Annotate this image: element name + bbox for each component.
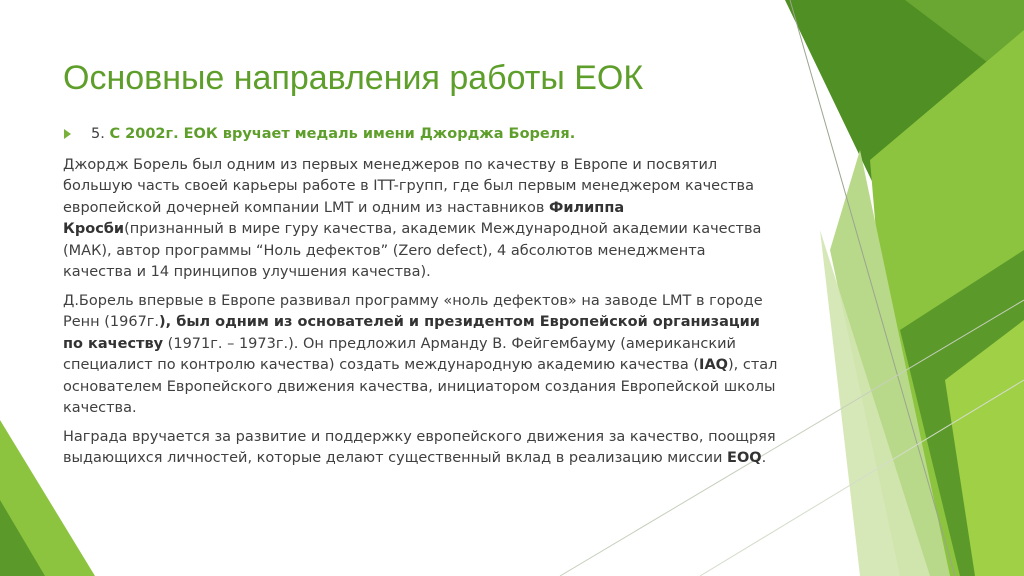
p3-text-bold: EOQ (727, 450, 762, 466)
bullet-triangle-icon (64, 129, 71, 139)
paragraph-award (63, 427, 779, 470)
p1-text-a: Джордж Борель был одним из первых менеджеров по качеству в Европе и посвятил большую часть своей карьеры работе в ITT-групп, где был первым менеджером качества европейской дочерней компании LMT и одним из наставников (63, 156, 754, 216)
p3-text-c: . (761, 450, 767, 466)
bullet-number: 5. (91, 126, 105, 142)
p2-text-c: (1971г. – 1973г.). Он предложил Арманду В. Фейгембауму (американский специалист по контролю качества) создать международную академию качества ( (63, 335, 736, 373)
p1-text-bold: Филиппа Кросби (63, 199, 625, 237)
slide-body (63, 124, 779, 477)
slide-title: Основные направления работы ЕОК (63, 59, 644, 97)
p1-text-c: (признанный в мире гуру качества, академик Международной академии качества (МАК), автор программы “Ноль дефектов” (Zero defect), 4 абсолютов менеджмента качества и 14 принципов улучшения качества). (63, 221, 762, 280)
paragraph-borel-activity (63, 291, 779, 420)
p2-text-e: ), стал основателем Европейского движения качества, инициатором создания Европейской школы качества. (63, 357, 778, 416)
p2-text-bold-2: IAQ (699, 357, 728, 373)
p2-text-bold-1: ), был одним из основателей и президентом Европейской организации по качеству (63, 314, 760, 352)
paragraph-borel-bio (63, 155, 779, 284)
bullet-text: С 2002г. ЕОК вручает медаль имени Джорджа Бореля. (109, 126, 576, 142)
p3-text-a: Награда вручается за развитие и поддержку европейского движения за качество, поощряя выдающихся личностей, которые делают существенный вклад в реализацию миссии (63, 428, 776, 466)
p2-text-a: Д.Борель впервые в Европе развивал программу «ноль дефектов» на заводе LMT в городе Ренн (1967г. (63, 292, 763, 330)
bullet-item (63, 124, 779, 146)
